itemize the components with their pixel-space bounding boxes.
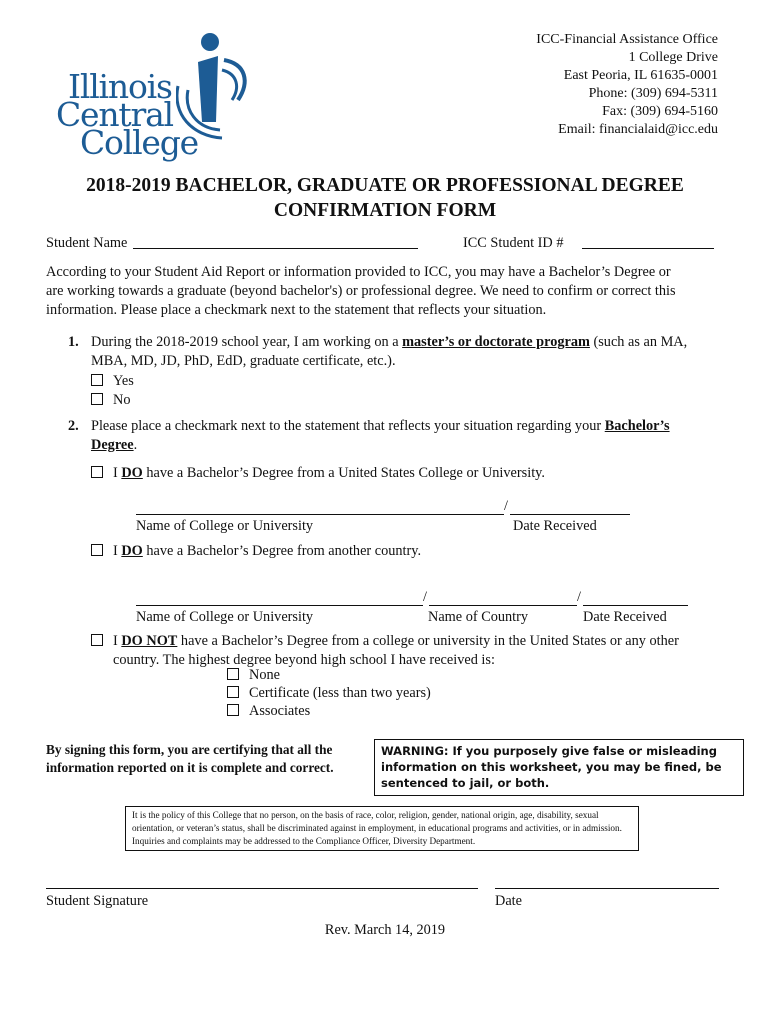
none-checkbox[interactable] xyxy=(227,668,239,680)
question-1-line2: MBA, MD, JD, PhD, EdD, graduate certificate, etc.). xyxy=(91,353,396,369)
no-degree-checkbox[interactable] xyxy=(91,634,103,646)
option-associates xyxy=(227,702,310,721)
office-phone: Phone: (309) 694-5311 xyxy=(588,86,718,101)
us-slash: / xyxy=(504,498,508,514)
office-street: 1 College Drive xyxy=(628,50,718,65)
revision-date: Rev. March 14, 2019 xyxy=(324,922,446,938)
us-date-received-label: Date Received xyxy=(513,518,597,534)
certification-line2: information reported on it is complete and correct. xyxy=(46,760,334,775)
form-title-line2: CONFIRMATION FORM xyxy=(273,200,497,221)
question-2-emphasis1: Bachelor’s xyxy=(604,418,670,434)
question-1-number: 1. xyxy=(68,334,79,350)
office-name: ICC-Financial Assistance Office xyxy=(536,32,718,47)
none-label: None xyxy=(249,667,280,683)
foreign-slash2: / xyxy=(577,589,581,605)
college-logo xyxy=(56,30,256,160)
date-field[interactable] xyxy=(495,888,719,889)
question-2-pre: Please place a checkmark next to the statement that reflects your situation regarding your xyxy=(91,418,605,434)
question-1-post: (such as an MA, xyxy=(589,334,688,350)
question-1-emphasis: master’s or doctorate program xyxy=(402,334,590,350)
yes-label: Yes xyxy=(113,373,134,389)
question-1-pre: During the 2018-2019 school year, I am working on a xyxy=(91,334,403,350)
student-signature-label: Student Signature xyxy=(46,893,149,909)
certificate-checkbox[interactable] xyxy=(227,686,239,698)
yes-checkbox[interactable] xyxy=(91,374,103,386)
associates-label: Associates xyxy=(249,703,311,719)
us-degree-i: I xyxy=(113,465,122,481)
foreign-degree-i: I xyxy=(113,543,122,559)
option-no xyxy=(91,391,130,410)
form-title-line1: 2018-2019 BACHELOR, GRADUATE OR PROFESSIONAL DEGREE xyxy=(86,175,684,196)
warning-box: WARNING: If you purposely give false or misleading information on this worksheet, you may be fined, be sentenced to jail, or both. xyxy=(374,739,744,796)
intro-line2: are working towards a graduate (beyond bachelor's) or professional degree. We need to confirm or correct this xyxy=(46,283,676,299)
nondiscrimination-policy: It is the policy of this College that no person, on the basis of race, color, religion, gender, national origin, age, disability, sexual orientation, or veteran’s status, shall be discriminated against in employment, in educational programs and activities, or in admission. Inquiries and complaints may be addressed to the Compliance Officer, Diversity Department. xyxy=(125,806,639,851)
logo-word-college: College xyxy=(80,123,199,162)
foreign-date-received-field[interactable] xyxy=(583,605,688,606)
foreign-degree-text: have a Bachelor’s Degree from another country. xyxy=(142,543,422,559)
office-email: Email: financialaid@icc.edu xyxy=(558,122,718,137)
foreign-country-field[interactable] xyxy=(429,605,577,606)
form-title xyxy=(0,173,770,223)
no-degree-donot: DO NOT xyxy=(121,633,178,649)
no-degree-i: I xyxy=(113,633,122,649)
student-id-field[interactable] xyxy=(582,248,714,249)
date-label: Date xyxy=(495,893,522,909)
associates-checkbox[interactable] xyxy=(227,704,239,716)
us-date-received-field[interactable] xyxy=(510,514,630,515)
us-degree-checkbox[interactable] xyxy=(91,466,103,478)
foreign-college-name-label: Name of College or University xyxy=(136,609,314,625)
student-signature-field[interactable] xyxy=(46,888,478,889)
question-1-text xyxy=(91,333,741,371)
no-degree-line2: country. The highest degree beyond high school I have received is: xyxy=(113,652,495,668)
foreign-degree-checkbox[interactable] xyxy=(91,544,103,556)
no-checkbox[interactable] xyxy=(91,393,103,405)
no-label: No xyxy=(113,392,131,408)
foreign-slash1: / xyxy=(423,589,427,605)
option-certificate xyxy=(227,684,431,703)
us-degree-text: have a Bachelor’s Degree from a United States College or University. xyxy=(142,465,545,481)
option-no-degree xyxy=(91,632,741,670)
option-us-degree xyxy=(91,464,545,483)
office-city: East Peoria, IL 61635-0001 xyxy=(563,68,718,83)
no-degree-text: have a Bachelor’s Degree from a college or university in the United States or any other xyxy=(177,633,679,649)
option-foreign-degree xyxy=(91,542,421,561)
student-name-label: Student Name xyxy=(46,235,128,251)
intro-line1: According to your Student Aid Report or information provided to ICC, you may have a Bachelor’s Degree or xyxy=(46,264,671,280)
office-fax: Fax: (309) 694-5160 xyxy=(602,104,718,119)
us-college-name-field[interactable] xyxy=(136,514,504,515)
logo-word-central: Central xyxy=(56,95,173,134)
question-2-emphasis2: Degree xyxy=(91,437,134,453)
foreign-country-label: Name of Country xyxy=(428,609,529,625)
option-yes xyxy=(91,372,134,391)
question-2-text xyxy=(91,417,741,455)
question-2-period: . xyxy=(133,437,138,453)
logo-word-illinois: Illinois xyxy=(68,67,172,106)
us-college-name-label: Name of College or University xyxy=(136,518,314,534)
certification-line1: By signing this form, you are certifying that all the xyxy=(46,742,333,757)
question-2-number: 2. xyxy=(68,418,79,434)
certificate-label: Certificate (less than two years) xyxy=(249,685,431,701)
option-none xyxy=(227,666,280,685)
foreign-college-name-field[interactable] xyxy=(136,605,423,606)
intro-paragraph xyxy=(46,263,736,320)
student-name-field[interactable] xyxy=(133,248,418,249)
foreign-date-received-label: Date Received xyxy=(583,609,667,625)
foreign-degree-do: DO xyxy=(121,543,143,559)
student-id-label: ICC Student ID # xyxy=(463,235,564,251)
certification-statement xyxy=(46,741,366,777)
us-degree-do: DO xyxy=(121,465,143,481)
office-address xyxy=(536,31,718,139)
intro-line3: information. Please place a checkmark next to the statement that reflects your situation. xyxy=(46,302,547,318)
